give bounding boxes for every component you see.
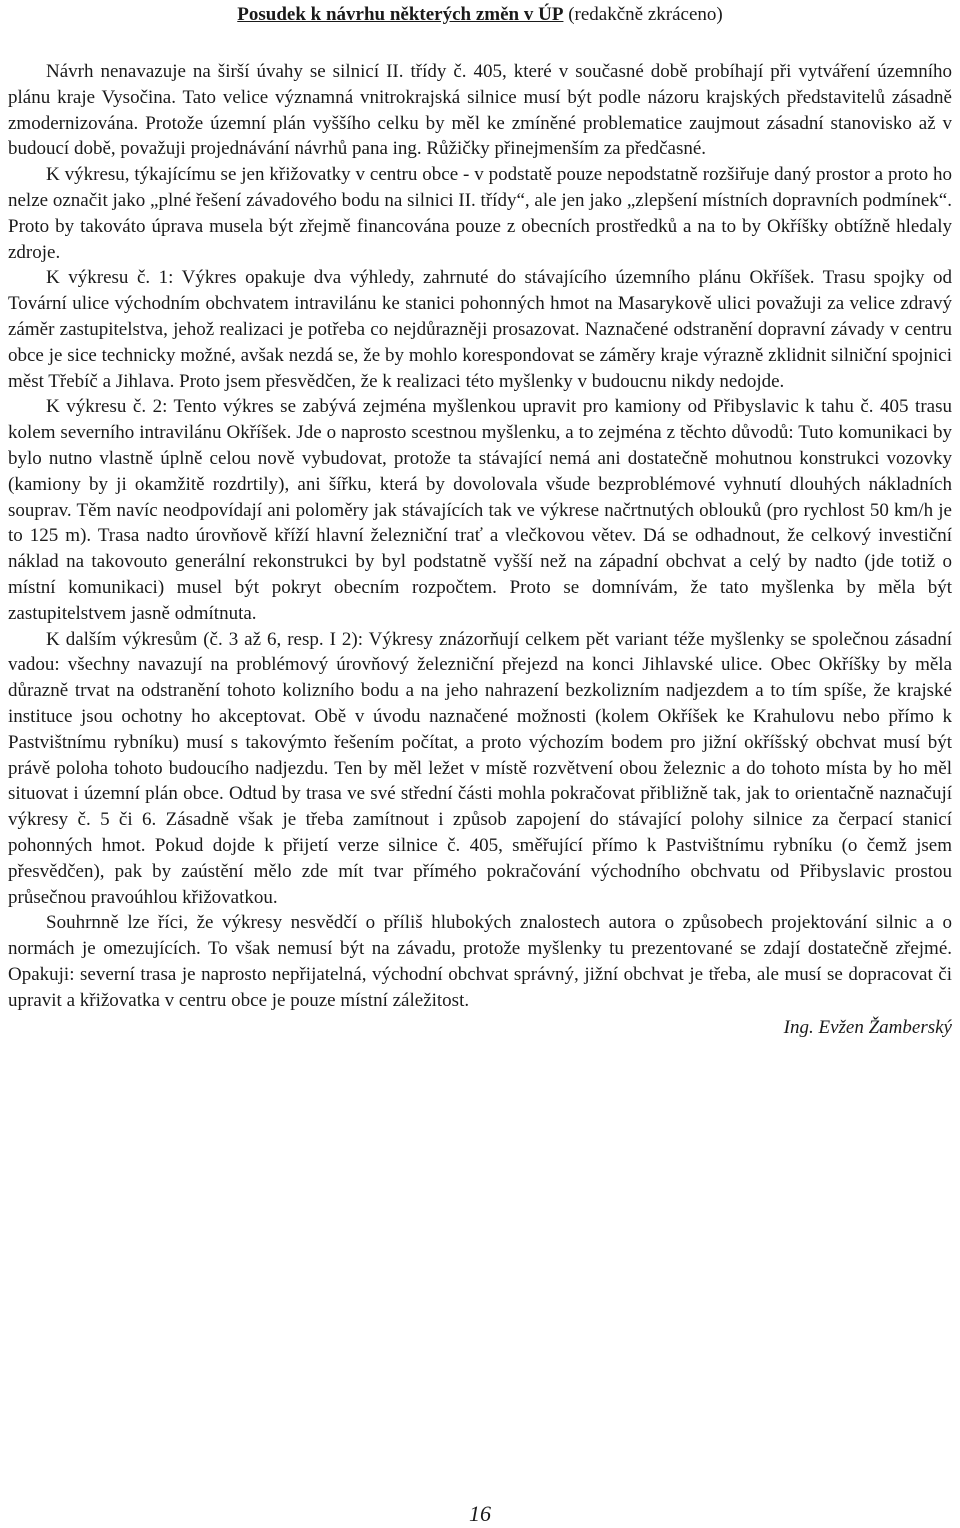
heading-title: Posudek k návrhu některých změn v ÚP	[237, 4, 564, 25]
heading-note: (redakčně zkráceno)	[563, 4, 723, 25]
document-page	[0, 1, 960, 1528]
page-number: 16	[469, 1501, 491, 1526]
document-body	[8, 59, 952, 1041]
page-heading	[8, 1, 952, 29]
paragraph-crossroads-drawing: K výkresu, týkajícímu se jen křižovatky v centru obce - v podstatě pouze nepodstatně rozšiřuje daný prostor a proto ho nelze označit jako „plné řešení závadového bodu na silnici II. třídy“, ale jen jako „zlepšení místních dopravních podmínek“. Proto by takováto úprava musela být zřejmě financována pouze z obecních prostředků a na to by Okříšky obtížně hledaly zdroje.	[8, 164, 952, 263]
paragraph-drawing-1: K výkresu č. 1: Výkres opakuje dva výhledy, zahrnuté do stávajícího územního plánu Okříšek. Trasu spojky od Tovární ulice východním obchvatem intravilánu ke stanici pohonných hmot na Masarykově ulici považuji za velice zdravý záměr zastupitelstva, jehož realizaci je potřeba co nejdůrazněji prosazovat. Naznačené odstranění dopravní závady v centru obce je sice technicky možné, avšak nezdá se, že by mohlo korespondovat se záměry kraje výrazně zklidnit silniční spojnici měst Třebíč a Jihlava. Proto jsem přesvědčen, že k realizaci této myšlenky v budoucnu nikdy nedojde.	[8, 267, 952, 392]
paragraph-drawing-2: K výkresu č. 2: Tento výkres se zabývá zejména myšlenkou upravit pro kamiony od Přibyslavic k tahu č. 405 trasu kolem severního intravilánu Okříšek. Jde o naprosto scestnou myšlenku, a to zejména z těchto důvodů: Tuto komunikaci by bylo nutno vlastně úplně celou nově vybudovat, protože ta stávající nemá ani dostatečně mohutnou konstrukci vozovky (kamiony by ji okamžitě rozdrtily), ani šířku, která by dovolovala všude bezproblémové vyhnutí dlouhých nákladních souprav. Těm navíc neodpovídají ani poloměry jak stávajících tak ve výkrese načrtnutých oblouků (pro rychlost 50 km/h je to 125 m). Trasa nadto úrovňově kříží hlavní železniční trať a vlečkovou větev. Dá se odhadnout, že celkový investiční náklad na takovouto generální rekonstrukci by byl podstatně vyšší než na západní obchvat a celý by nadto (jde totiž o místní komunikaci) musel být pokryt obecním rozpočtem. Proto se domnívám, že tato myšlenka by měla být zastupitelstvem jasně odmítnuta.	[8, 396, 952, 624]
paragraph-intro: Návrh nenavazuje na širší úvahy se silnicí II. třídy č. 405, které v současné době probíhají při vytváření územního plánu kraje Vysočina. Tato velice významná vnitrokrajská silnice musí být podle názoru krajských představitelů zásadně zmodernizována. Protože územní plán vyššího celku by měl ke zmíněné problematice zaujmout zásadní stanovisko až v budoucí době, považuji projednávání návrhů pana ing. Růžičky přinejmenším za předčasné.	[8, 61, 952, 160]
paragraph-other-drawings: K dalším výkresům (č. 3 až 6, resp. I 2): Výkresy znázorňují celkem pět variant téže myšlenky se společnou zásadní vadou: všechny navazují na problémový úrovňový železniční přejezd na konci Jihlavské ulice. Obec Okříšky by měla důrazně trvat na odstranění tohoto kolizního bodu a na jeho nahrazení bezkolizním nadjezdem a to tím spíše, že krajské instituce jsou ochotny ho akceptovat. Obě v úvodu naznačené možnosti (kolem Okříšek ke Krahulovu nebo přímo k Pastvištnímu rybníku) musí s takovýmto řešením počítat, a proto výchozím bodem pro jižní okříšský obchvat musí být právě poloha tohoto budoucího nadjezdu. Ten by měl ležet v místě rozvětvení obou železnic a do tohoto místa by ho měl situovat i územní plán obce. Odtud by trasa ve své střední části mohla pokračovat přibližně tak, jak to orientačně naznačují výkresy č. 5 či 6. Zásadně však je třeba zamítnout i způsob zapojení do stávající polohy silnice za čerpací stanicí pohonných hmot. Pokud dojde k přijetí verze silnice č. 405, směřující přímo k Pastvištnímu rybníku (o čemž jsem přesvědčen), pak by zaústění mělo zde mít tvar přímého pokračování východního obchvatu od Přibyslavic prostou průsečnou pravoúhlou křižovatkou.	[8, 628, 952, 908]
paragraph-summary: Souhrnně lze říci, že výkresy nesvědčí o příliš hlubokých znalostech autora o způsobech projektování silnic a o normách je omezujících. To však nemusí být na závadu, protože myšlenky tu prezentované se zdají dostatečně zřejmé. Opakuji: severní trasa je naprosto nepřijatelná, východní obchvat správný, jižní obchvat je třeba, ale musí se dopracovat či upravit a křižovatka v centru obce je pouze místní záležitost.	[8, 912, 952, 1011]
author-signature: Ing. Evžen Žamberský	[783, 1017, 952, 1039]
